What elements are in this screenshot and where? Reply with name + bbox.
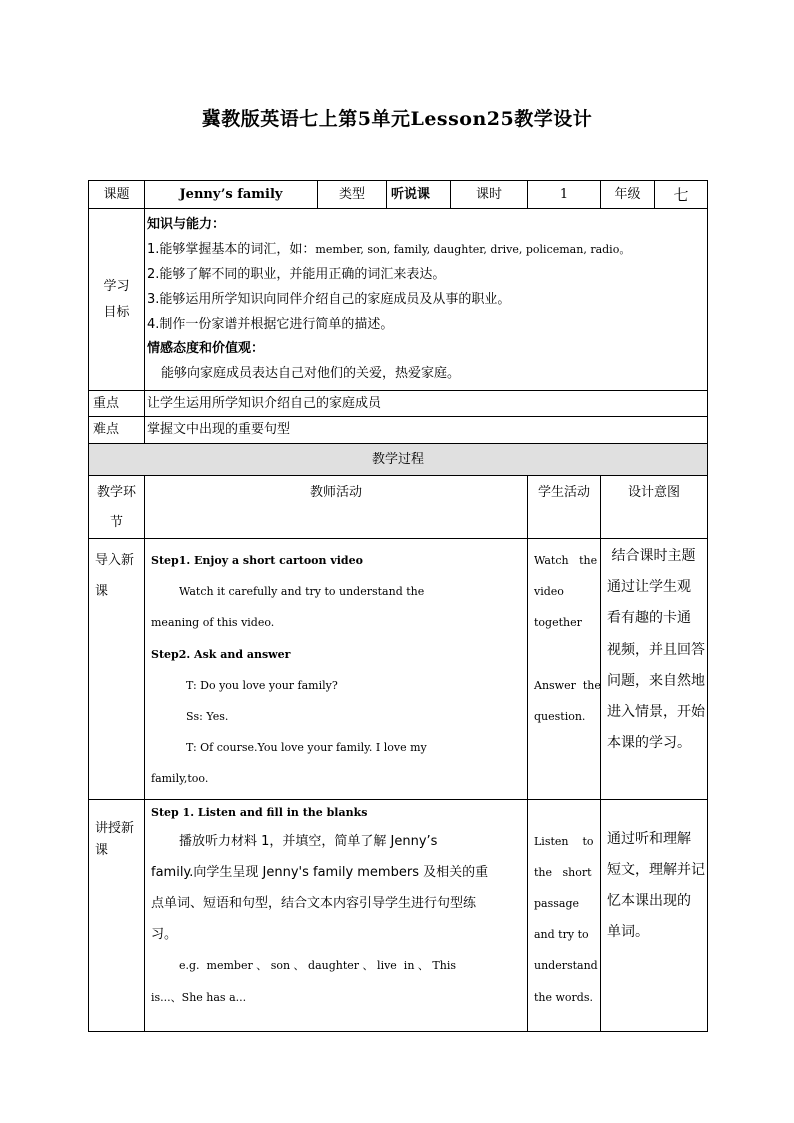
- teacher-activity-header: 教师活动: [145, 476, 528, 539]
- intro-student-spacer: [534, 639, 596, 670]
- grade-label: 年级: [601, 181, 655, 209]
- key-point-text: 让学生运用所学知识介绍自己的家庭成员: [145, 391, 708, 417]
- section-teaching-stage: [89, 799, 145, 1031]
- goal-item-1-words: member, son, family, daughter, drive, policeman, radio。: [315, 243, 631, 256]
- stage-header-line2: 节: [109, 515, 123, 530]
- section-intro-stage: [89, 539, 145, 800]
- goals-label-line1: 学习: [103, 278, 130, 294]
- section-intro-student: [528, 539, 601, 800]
- intro-design-line6: 进入情景，开始: [607, 704, 705, 721]
- intro-dialog-3: T: Of course.You love your family. I love my: [186, 741, 427, 755]
- section-teaching-row: [89, 799, 708, 1031]
- teaching-student-line3: passage: [534, 897, 579, 911]
- teaching-student-line5: understand: [534, 959, 598, 973]
- intro-student-line3: together: [534, 616, 582, 630]
- intro-step2: Step2. Ask and answer: [151, 647, 291, 661]
- section-intro-teacher: [145, 539, 528, 800]
- process-band-row: [89, 444, 708, 476]
- type-label: 类型: [318, 181, 387, 209]
- teaching-student-line2: the short: [534, 865, 592, 879]
- intro-dialog-2: Ss: Yes.: [186, 710, 229, 724]
- stage-header-line1: 教学环: [96, 485, 136, 500]
- section-teaching-teacher: [145, 799, 528, 1031]
- key-point-label: 重点: [89, 391, 145, 417]
- goals-content: [145, 209, 708, 391]
- goal-item-2: 2.能够了解不同的职业，并能用正确的词汇来表达。: [147, 267, 446, 282]
- difficulty-text: 掌握文中出现的重要句型: [145, 417, 708, 444]
- process-band: 教学过程: [89, 444, 708, 476]
- teaching-line4: 习。: [151, 927, 178, 943]
- intro-design-line5: 问题，来自然地: [607, 672, 705, 689]
- key-point-row: [89, 391, 708, 417]
- section-intro-stage-line2: 课: [95, 584, 109, 599]
- teaching-line3: 点单词、短语和句型，结合文本内容引导学生进行句型练: [151, 896, 477, 912]
- stage-header: [89, 476, 145, 539]
- teaching-design-line4: 单词。: [607, 924, 649, 941]
- section-intro-row: [89, 539, 708, 800]
- document-title: 冀教版英语七上第5单元Lesson25教学设计: [201, 108, 593, 130]
- intro-dialog-4: family,too.: [151, 772, 209, 786]
- intro-dialog-1: T: Do you love your family?: [186, 678, 338, 692]
- teaching-line5: e.g. member 、 son 、 daughter 、 live in 、 This: [179, 959, 456, 973]
- intro-student-line4: Answer the: [534, 678, 601, 692]
- goal-item-4: 4.制作一份家谱并根据它进行简单的描述。: [147, 317, 394, 332]
- section-teaching-stage-line1: 讲授新: [95, 820, 135, 836]
- intro-step1-line2: meaning of this video.: [151, 616, 275, 630]
- goal-item-1: 1.能够掌握基本的词汇，如：member, son, family, daughter, drive, policeman, radio。: [147, 242, 631, 257]
- intro-design-line3: 看有趣的卡通: [607, 610, 691, 627]
- period-label: 课时: [451, 181, 528, 209]
- teaching-design-line2: 短文，理解并记: [607, 861, 705, 878]
- type-value: 听说课: [387, 181, 451, 209]
- intro-design-line7: 本课的学习。: [607, 735, 691, 752]
- teaching-line6: is...、She has a...: [151, 990, 247, 1004]
- goals-row: [89, 209, 708, 391]
- process-header-row: [89, 476, 708, 539]
- teaching-student-line4: and try to: [534, 928, 589, 942]
- attitude-heading: 情感态度和价值观：: [147, 341, 265, 356]
- section-teaching-design: [601, 799, 708, 1031]
- intro-student-line5: question.: [534, 709, 586, 723]
- intro-design-line1: 结合课时主题: [607, 548, 696, 564]
- topic-value: Jenny’s family: [145, 181, 318, 209]
- goals-label-line2: 目标: [103, 304, 130, 320]
- topic-label: 课题: [89, 181, 145, 209]
- intro-design-line2: 通过让学生观: [607, 579, 691, 596]
- student-activity-header: 学生活动: [528, 476, 601, 539]
- teaching-step1: Step 1. Listen and fill in the blanks: [151, 805, 368, 819]
- lesson-plan-table: [88, 180, 708, 1032]
- teaching-line2: family.向学生呈现 Jenny's family members 及相关的重: [151, 864, 489, 880]
- teaching-design-line3: 忆本课出现的: [607, 893, 691, 910]
- header-row: [89, 181, 708, 209]
- design-intent-header: 设计意图: [601, 476, 708, 539]
- knowledge-heading: 知识与能力：: [147, 217, 226, 232]
- intro-step1: Step1. Enjoy a short cartoon video: [151, 554, 363, 567]
- goals-label: [89, 209, 145, 391]
- goal-item-3: 3.能够运用所学知识向同伴介绍自己的家庭成员及从事的职业。: [147, 292, 511, 307]
- attitude-text: 能够向家庭成员表达自己对他们的关爱，热爱家庭。: [161, 366, 461, 381]
- section-intro-stage-line1: 导入新: [95, 553, 135, 568]
- intro-student-line1: Watch the: [534, 554, 598, 567]
- teaching-design-line1: 通过听和理解: [607, 830, 691, 847]
- grade-value: 七: [655, 181, 708, 209]
- section-intro-design: [601, 539, 708, 800]
- teaching-line1: 播放听力材料 1，并填空，简单了解 Jenny’s: [179, 833, 438, 849]
- difficulty-label: 难点: [89, 417, 145, 444]
- section-teaching-stage-line2: 课: [95, 842, 109, 858]
- difficulty-row: [89, 417, 708, 444]
- period-value: 1: [528, 181, 601, 209]
- teaching-student-line6: the words.: [534, 990, 593, 1004]
- section-teaching-student: [528, 799, 601, 1031]
- teaching-student-line1: Listen to: [534, 834, 594, 848]
- intro-design-line4: 视频，并且回答: [607, 641, 705, 658]
- intro-step1-line1: Watch it carefully and try to understand the: [179, 585, 425, 599]
- intro-student-line2: video: [534, 585, 564, 599]
